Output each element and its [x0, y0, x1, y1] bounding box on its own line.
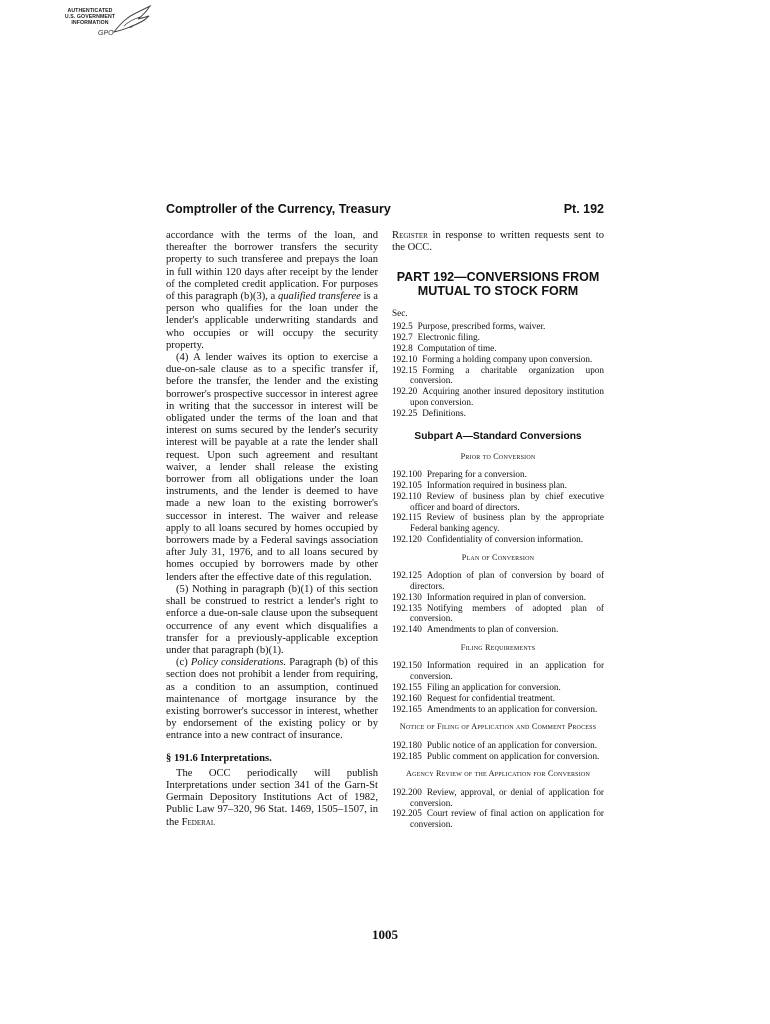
toc-section-title: Review of business plan by the appropriate Federal banking agency.	[410, 512, 604, 534]
toc-section-title: Electronic filing.	[417, 332, 480, 343]
right-column	[392, 230, 604, 830]
toc-section-number: 192.115	[392, 512, 422, 523]
logo-gpo-label: GPO	[98, 30, 114, 37]
toc-section-title: Review, approval, or denial of application for conversion.	[410, 786, 604, 808]
page-number: 1005	[372, 927, 398, 942]
gpo-authentication-logo	[60, 4, 152, 50]
paragraph-text: (c)	[176, 657, 191, 669]
toc-entry	[392, 332, 604, 343]
toc-entry	[392, 751, 604, 762]
toc-section-title: Court review of final action on application for conversion.	[410, 808, 604, 830]
toc-section-title: Public comment on application for conversion.	[426, 750, 600, 761]
toc-entry	[392, 469, 604, 480]
toc-entry	[392, 480, 604, 491]
toc-entry	[392, 354, 604, 365]
toc-entry	[392, 603, 604, 625]
toc-section-title: Amendments to an application for conversion.	[426, 703, 598, 714]
left-column	[166, 230, 378, 829]
toc-section-number: 192.110	[392, 490, 422, 501]
paragraph: (4) A lender waives its option to exercise a due-on-sale clause as to a specific transfer if, before the transfer, the lender and the existing borrower's prospective successor in interest agree in writing that the successor in interest will be obligated under the terms of the loan and that interest on sums secured by the lender's security interest will be payable at a rate the lender shall request. Upon such agreement and resultant waiver, a lender shall release the existing borrower from all obligations under the loan instruments, and the lender is deemed to have made a new loan to the existing borrower's successor in interest. The waiver and release apply to all loans secured by homes occupied by borrowers made by a Federal savings association after July 31, 1976, and to all loans secured by homes occupied by borrowers made by other lenders after the effective date of this regulation.	[166, 352, 378, 583]
toc-entry	[392, 693, 604, 704]
paragraph	[392, 230, 604, 254]
eagle-icon	[110, 4, 152, 36]
toc-entry	[392, 512, 604, 534]
toc-entry	[392, 592, 604, 603]
toc-section-title: Forming a holding company upon conversion.	[422, 353, 593, 364]
toc-section-title: Forming a charitable organization upon conversion.	[410, 364, 604, 386]
paragraph: (5) Nothing in paragraph (b)(1) of this section shall be construed to restrict a lender's right to enforce a due-on-sale clause upon the subsequent occurrence of any event which disqualifies a transfer for a previously-applicable exception under that paragraph (b)(1).	[166, 583, 378, 656]
toc-section-number: 192.20	[392, 386, 418, 397]
toc-entry	[392, 491, 604, 513]
toc-group-heading: Agency Review of the Application for Conversion	[406, 769, 590, 779]
toc-section-number: 192.180	[392, 739, 422, 750]
toc-section-title: Purpose, prescribed forms, waiver.	[417, 321, 546, 332]
toc-section-number: 192.150	[392, 660, 422, 671]
part-title-line: MUTUAL TO STOCK FORM	[417, 284, 579, 299]
logo-line-information: INFORMATION	[71, 20, 109, 26]
running-header	[166, 202, 604, 220]
paragraph-heading: Policy considerations.	[190, 657, 287, 669]
toc-entry	[392, 787, 604, 809]
toc-group-heading: Notice of Filing of Application and Comment Process	[399, 722, 597, 732]
toc-intro-list	[392, 321, 604, 418]
smallcaps-text: Federal	[181, 816, 216, 828]
toc-entry	[392, 343, 604, 354]
toc-section-number: 192.7	[392, 332, 413, 343]
paragraph	[166, 768, 378, 829]
toc-group-heading: Prior to Conversion	[460, 451, 536, 461]
toc-section-number: 192.140	[392, 624, 422, 635]
toc-section-title: Confidentiality of conversion information.	[426, 533, 584, 544]
toc-section-title: Public notice of an application for conversion.	[426, 739, 598, 750]
logo-line-government: U.S. GOVERNMENT	[64, 14, 116, 20]
part-title	[392, 270, 604, 298]
toc-entry	[392, 534, 604, 545]
toc-section-title: Amendments to plan of conversion.	[426, 624, 559, 635]
toc-section-title: Notifying members of adopted plan of conversion.	[410, 602, 604, 624]
toc-section-number: 192.155	[392, 681, 422, 692]
toc-entry	[392, 808, 604, 830]
toc-section-number: 192.105	[392, 479, 422, 490]
toc-entry	[392, 365, 604, 387]
toc-section-number: 192.130	[392, 591, 422, 602]
toc-section-title: Preparing for a conversion.	[426, 469, 527, 480]
paragraph	[166, 657, 378, 742]
toc-group-heading: Filing Requirements	[460, 642, 536, 652]
paragraph-text: Paragraph (b) of this section does not prohibit a lender from requiring, as a condition to an assumption, continued maintenance of mortgage insurance by the existing borrower's successor in interest, whether by endorsement of the existing policy or by entrance into a new contract of insurance.	[166, 657, 378, 742]
header-agency-title: Comptroller of the Currency, Treasury	[166, 202, 391, 216]
toc-section-title: Information required in plan of conversion.	[426, 591, 587, 602]
sec-label: Sec.	[392, 308, 408, 319]
defined-term: qualified transferee	[277, 291, 361, 303]
paragraph-text: is a person who qualifies for the loan under the lender's applicable underwriting standards and who occupies or will occupy the security property.	[166, 291, 378, 351]
toc-section-number: 192.15	[392, 364, 418, 375]
toc-section-number: 192.8	[392, 343, 413, 353]
toc-entry	[392, 624, 604, 635]
smallcaps-text: Register	[392, 230, 428, 241]
part-title-line: PART 192—CONVERSIONS FROM	[396, 270, 600, 285]
toc-section-number: 192.205	[392, 808, 422, 819]
toc-section-title: Definitions.	[422, 407, 466, 418]
paragraph	[166, 230, 378, 352]
toc-section-number: 192.200	[392, 786, 422, 797]
toc-entry	[392, 682, 604, 693]
toc-section-number: 192.125	[392, 570, 422, 581]
toc-entry	[392, 321, 604, 332]
toc-section-number: 192.160	[392, 692, 422, 703]
toc-section-number: 192.185	[392, 750, 422, 761]
subpart-heading: Subpart A—Standard Conversions	[414, 430, 582, 442]
toc-section-title: Filing an application for conversion.	[426, 681, 561, 692]
toc-section-title: Request for confidential treatment.	[426, 692, 555, 703]
toc-section-title: Review of business plan by chief executive officer and board of directors.	[410, 490, 604, 512]
logo-line-authenticated: AUTHENTICATED	[67, 8, 113, 14]
toc-section-title: Information required in business plan.	[426, 479, 567, 490]
paragraph-text: accordance with the terms of the loan, and thereafter the borrower transfers the security property to such transferee and prepays the loan in full within 120 days after receipt by the lender of the completed credit application. For purposes of this paragraph (b)(3), a	[166, 230, 378, 303]
toc-section-number: 192.10	[392, 353, 418, 364]
toc-section-number: 192.120	[392, 533, 422, 544]
toc-entry	[392, 408, 604, 419]
toc-section-title: Information required in an application for conversion.	[410, 660, 604, 682]
paragraph-text: The OCC periodically will publish Interpretations under section 341 of the Garn-St Germain Depository Institutions Act of 1982, Public Law 97–320, 96 Stat. 1469, 1505–1507, in the	[166, 767, 378, 828]
toc-group	[392, 769, 604, 830]
toc-entry	[392, 704, 604, 715]
paragraph-text: in response to written requests sent to the OCC.	[392, 230, 604, 254]
toc-entry	[392, 660, 604, 682]
toc-section-number: 192.100	[392, 469, 422, 480]
toc-section-number: 192.165	[392, 703, 422, 714]
header-part-number: Pt. 192	[563, 202, 604, 216]
toc-section-title: Adoption of plan of conversion by board of directors.	[410, 570, 604, 591]
toc-groups	[392, 452, 604, 830]
toc-group-heading: Plan of Conversion	[461, 552, 535, 562]
toc-section-number: 192.5	[392, 321, 413, 332]
toc-section-number: 192.135	[392, 602, 422, 613]
toc-entry	[392, 740, 604, 751]
toc-group	[392, 553, 604, 635]
toc-entry	[392, 386, 604, 408]
toc-entry	[392, 570, 604, 592]
toc-group	[392, 722, 604, 761]
toc-section-title: Acquiring another insured depository institution upon conversion.	[410, 386, 604, 407]
toc-group	[392, 643, 604, 714]
toc-section-number: 192.25	[392, 407, 418, 418]
toc-group	[392, 452, 604, 545]
section-heading: § 191.6 Interpretations.	[166, 752, 272, 764]
toc-section-title: Computation of time.	[417, 343, 497, 353]
